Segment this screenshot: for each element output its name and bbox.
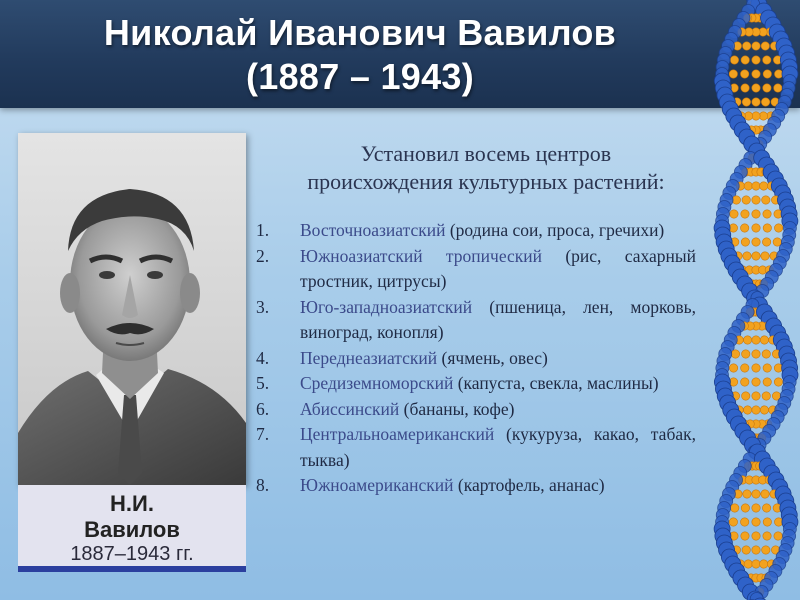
dna-rung-bead [744,182,752,190]
dna-rung-bead [762,196,770,204]
dna-rung-bead [752,364,760,372]
intro-line-1: Установил восемь центров [360,141,612,166]
center-detail: (капуста, свекла, маслины) [453,373,659,393]
center-name: Переднеазиатский [300,347,438,368]
dna-rung-bead [742,98,750,106]
dna-rung-bead [743,406,751,414]
dna-rung-bead [729,518,737,526]
caption-surname: Вавилов [84,517,180,542]
list-item-number: 3. [256,296,270,317]
center-name: Южноамериканский [300,475,454,495]
center-detail: (картофель, ананас) [453,475,605,495]
dna-rung-bead [752,518,760,526]
dna-rung-bead [752,252,760,260]
dna-rung-bead [762,546,770,554]
list-item-number: 7. [256,424,270,444]
portrait-photo [18,133,246,485]
list-item-number: 4. [256,347,270,368]
dna-rung-bead [762,392,770,400]
dna-rung-bead [731,350,739,358]
caption-years: 1887–1943 гг. [70,543,194,565]
center-detail: (родина сои, проса, гречихи) [445,220,665,240]
center-detail: (рис, сахарный тростник, цитрусы) [300,245,696,291]
intro-text [256,140,716,196]
dna-rung-bead [763,84,771,92]
dna-rung-bead [752,210,760,218]
dna-rung-bead [752,532,760,540]
dna-rung-bead [763,378,771,386]
center-name: Абиссинский [300,398,400,419]
dna-rung-bead [740,224,748,232]
center-name: Юго-западноазиатский [300,296,473,317]
dna-rung-bead [774,378,782,386]
center-name: Южноазиатский тропический [300,245,543,266]
dna-rung-bead [760,182,768,190]
dna-rung-bead [762,504,770,512]
list-item [256,397,696,423]
list-item [256,244,696,295]
dna-rung-bead [731,504,739,512]
list-item [256,473,696,499]
dna-rung-bead [752,560,760,568]
dna-rung-bead [752,56,760,64]
dna-rung-bead [752,504,760,512]
dna-rung-bead [760,560,768,568]
dna-rung-bead [773,238,781,246]
centers-list [256,218,696,499]
dna-rung-bead [752,238,760,246]
dna-rung-bead [763,210,771,218]
dna-rung-bead [742,42,750,50]
list-item [256,371,696,397]
dna-rung-bead [774,532,782,540]
dna-rung-bead [741,504,749,512]
dna-rung-bead [760,406,768,414]
dna-rung-bead [761,42,769,50]
dna-helix-decoration [680,0,800,600]
dna-rung-bead [752,546,760,554]
dna-rung-bead [761,490,769,498]
dna-rung-bead [729,364,737,372]
dna-rung-bead [742,350,750,358]
list-item-number: 1. [256,220,270,240]
dna-rung-bead [752,406,760,414]
dna-rung-bead [761,252,769,260]
list-item [256,218,696,244]
dna-rung-bead [742,546,750,554]
center-detail: (кукуруза, какао, табак, тыква) [300,424,696,470]
dna-rung-bead [741,84,749,92]
dna-rung-bead [741,238,749,246]
dna-rung-bead [730,210,738,218]
list-item [256,295,696,346]
center-name: Средиземноморский [300,373,454,393]
list-item [256,422,696,473]
dna-rung-bead [762,350,770,358]
dna-rung-bead [752,42,760,50]
dna-rung-bead [763,518,771,526]
dna-rung-bead [752,336,760,344]
dna-rung-bead [763,70,771,78]
dna-rung-bead [741,364,749,372]
page-title: Николай Иванович Вавилов [103,12,617,53]
dna-rung-bead [760,336,768,344]
dna-rung-bead [741,378,749,386]
page-subtitle-years: (1887 – 1943) [245,56,475,97]
center-name: Восточноазиатский [300,220,446,240]
dna-rung-bead [763,364,771,372]
dna-rung-bead [743,252,751,260]
dna-rung-bead [763,224,771,232]
center-detail: (ячмень, овес) [437,347,548,368]
caption-underline-bar [18,566,246,572]
dna-rung-bead [752,224,760,232]
dna-rung-bead [743,336,751,344]
dna-rung-bead [752,98,760,106]
center-detail: (бананы, кофе) [399,398,515,419]
dna-rung-bead [752,350,760,358]
dna-rung-bead [741,56,749,64]
center-detail: (пшеница, лен, морковь, виноград, конопля) [300,296,696,342]
dna-rung-bead [752,182,760,190]
list-item [256,346,696,372]
dna-rung-bead [741,210,749,218]
dna-rung-bead [752,70,760,78]
dna-rung-bead [752,84,760,92]
list-item-number: 6. [256,398,270,419]
list-item-number: 5. [256,373,270,393]
dna-rung-bead [761,98,769,106]
dna-rung-bead [740,518,748,526]
dna-rung-bead [740,70,748,78]
dna-rung-bead [752,392,760,400]
dna-rung-bead [744,560,752,568]
dna-rung-bead [743,490,751,498]
dna-rung-bead [774,224,782,232]
dna-rung-bead [742,392,750,400]
dna-rung-bead [763,532,771,540]
list-item-number: 8. [256,475,270,495]
dna-rung-bead [752,196,760,204]
center-name: Центральноамериканский [300,424,495,444]
list-item-number: 2. [256,245,270,266]
dna-rung-bead [752,378,760,386]
dna-rung-bead [752,490,760,498]
caption-initials: Н.И. [110,491,154,516]
portrait-caption [18,485,246,571]
dna-rung-bead [741,532,749,540]
dna-rung-bead [729,70,737,78]
intro-line-2: происхождения культурных растений: [307,169,665,194]
dna-rung-bead [742,196,750,204]
dna-rung-bead [762,238,770,246]
dna-rung-bead [763,56,771,64]
dna-rung-bead [774,84,782,92]
dna-rung-bead [730,56,738,64]
